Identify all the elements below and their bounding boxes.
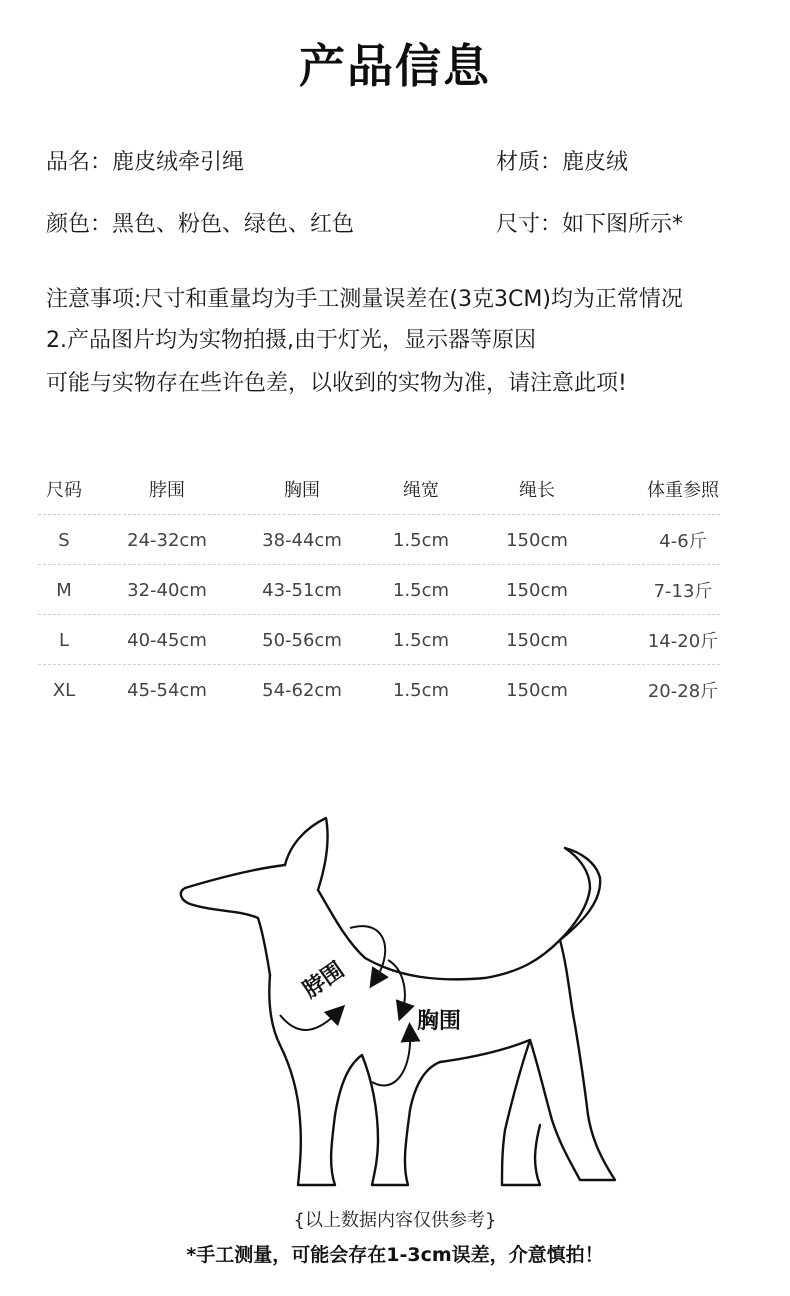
table-row xyxy=(38,515,720,565)
cell-chest: 54-62cm xyxy=(262,679,342,701)
cell-weight: 4-6斤 xyxy=(659,531,707,552)
header-rope-length: 绳长 xyxy=(519,480,555,501)
dog-measurement-diagram xyxy=(140,800,640,1200)
header-rope-width: 绳宽 xyxy=(403,480,439,501)
cell-chest: 50-56cm xyxy=(262,629,342,651)
cell-weight: 14-20斤 xyxy=(647,631,719,652)
neck-label: 脖围 xyxy=(298,957,350,1004)
cell-rope-width: 1.5cm xyxy=(392,579,450,601)
measurement-warning: *手工测量，可能会存在1-3cm误差，介意慎拍！ xyxy=(186,1244,604,1266)
cell-rope-length: 150cm xyxy=(506,529,568,551)
size-table xyxy=(38,463,720,715)
cell-chest: 38-44cm xyxy=(262,529,342,551)
product-size: 尺寸：如下图所示* xyxy=(496,212,684,237)
cell-rope-length: 150cm xyxy=(506,579,568,601)
cell-rope-length: 150cm xyxy=(506,679,568,701)
product-material: 材质：鹿皮绒 xyxy=(496,150,629,175)
cell-rope-width: 1.5cm xyxy=(392,529,450,551)
note-line-3: 可能与实物存在些许色差，以收到的实物为准，请注意此项! xyxy=(46,371,627,396)
disclaimer-text: {以上数据内容仅供参考} xyxy=(293,1210,497,1231)
header-chest: 胸围 xyxy=(284,480,320,501)
cell-size: M xyxy=(56,579,72,601)
cell-size: L xyxy=(58,629,70,651)
cell-neck: 32-40cm xyxy=(127,579,207,601)
table-header-row xyxy=(38,463,720,515)
table-row xyxy=(38,665,720,715)
cell-weight: 20-28斤 xyxy=(647,681,719,702)
header-size: 尺码 xyxy=(46,480,82,501)
product-colors: 颜色：黑色、粉色、绿色、红色 xyxy=(46,212,355,237)
cell-neck: 24-32cm xyxy=(127,529,207,551)
note-line-1: 注意事项:尺寸和重量均为手工测量误差在(3克3CM)均为正常情况 xyxy=(46,287,683,312)
header-weight: 体重参照 xyxy=(647,480,719,501)
page-title: 产品信息 xyxy=(299,39,491,93)
table-row xyxy=(38,615,720,665)
cell-rope-width: 1.5cm xyxy=(392,629,450,651)
header-neck: 脖围 xyxy=(149,480,185,501)
cell-chest: 43-51cm xyxy=(262,579,342,601)
cell-size: XL xyxy=(52,679,76,701)
chest-label: 胸围 xyxy=(417,1009,462,1034)
cell-rope-width: 1.5cm xyxy=(392,679,450,701)
dog-outline-icon xyxy=(181,818,615,1185)
cell-neck: 40-45cm xyxy=(127,629,207,651)
cell-size: S xyxy=(58,529,70,551)
note-line-2: 2.产品图片均为实物拍摄,由于灯光，显示器等原因 xyxy=(46,328,536,353)
cell-neck: 45-54cm xyxy=(127,679,207,701)
product-name: 品名：鹿皮绒牵引绳 xyxy=(46,150,245,175)
chest-arrow-icon xyxy=(372,960,410,1085)
cell-rope-length: 150cm xyxy=(506,629,568,651)
table-row xyxy=(38,565,720,615)
cell-weight: 7-13斤 xyxy=(653,581,713,602)
